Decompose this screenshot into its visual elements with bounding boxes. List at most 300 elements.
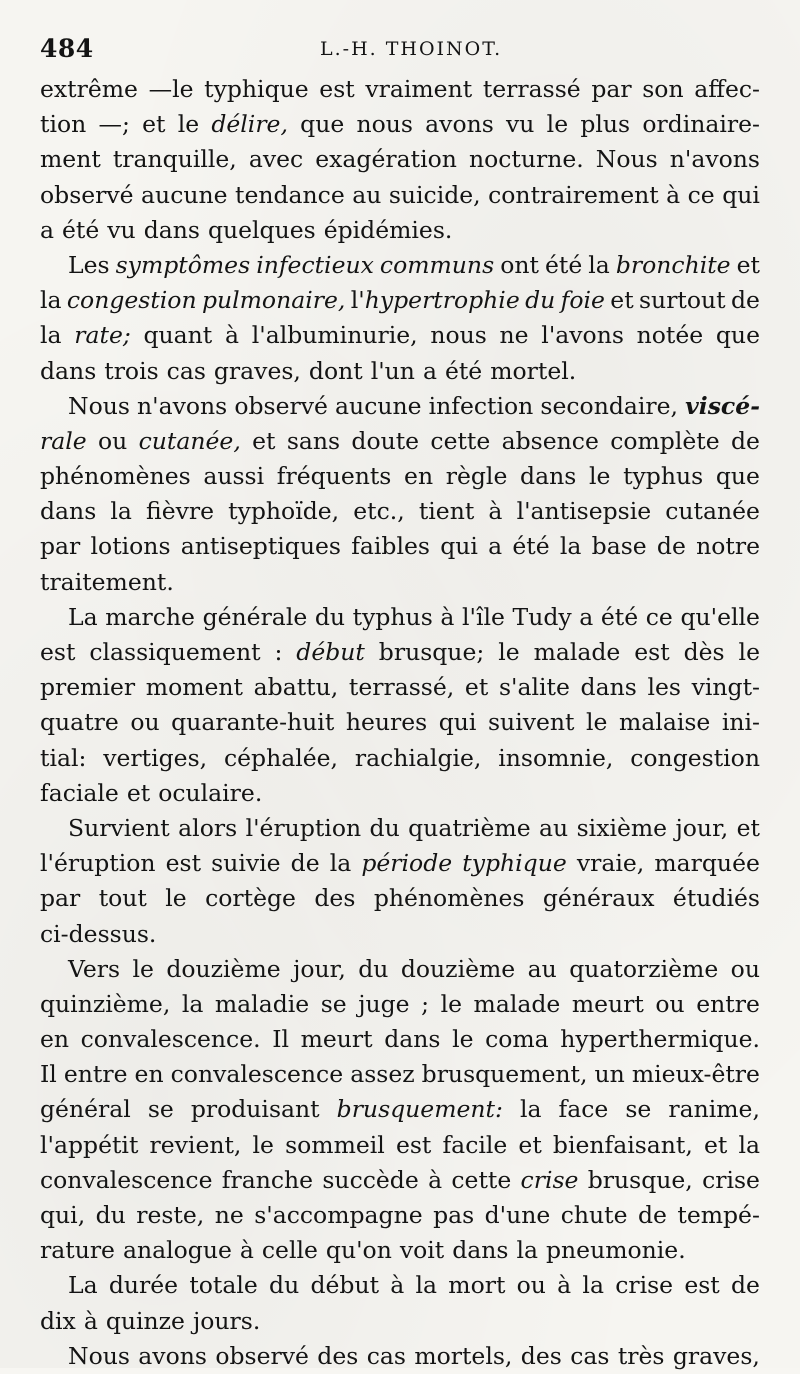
word: abattu, [253,673,339,702]
word: ont [500,250,539,279]
word: de [290,849,320,878]
text-line [40,987,760,1022]
word: fréquents [276,462,392,491]
word: bronchite [615,250,731,279]
text-line [40,459,760,494]
word: infection [428,391,534,420]
word: et [736,813,760,842]
word: la [516,1236,538,1265]
word: exagération [315,145,457,174]
word: typhique [204,75,309,103]
text-line [40,529,760,564]
text-line [40,354,760,389]
word: revient, [149,1130,242,1159]
word: aucune [141,180,228,209]
word: La [68,602,98,631]
word: jours. [192,1306,261,1335]
word: nous [430,321,487,350]
word: ou [655,989,685,1018]
word: cas [166,356,206,385]
body-text [40,72,760,1374]
word: à [83,1306,98,1335]
word: terrassé [482,75,581,103]
word: céphalée, [223,743,339,772]
word: le [440,989,463,1018]
word: rate; [74,321,131,350]
word: doute [351,426,420,455]
word: secondaire, [540,391,679,420]
word: dans [452,1236,509,1265]
word: est [684,1271,720,1300]
word: crise [520,1165,579,1194]
word: brusquement: [336,1095,503,1124]
text-line [40,1128,760,1163]
word: période [361,849,453,878]
word: n'avons [137,391,228,420]
word: vu [107,215,136,244]
word: au [352,180,382,209]
word: ce [645,602,673,631]
text-line [40,424,760,459]
word: la [582,1271,604,1300]
word: au [539,813,569,842]
word: cas [570,1341,610,1370]
word: ; [421,989,430,1018]
word: coma [485,1025,549,1054]
word: totale [189,1271,258,1300]
word: rature [40,1236,115,1265]
running-head [40,34,760,68]
word: l'antisepsie [516,497,652,526]
word: été [62,215,100,244]
text-line [40,565,760,600]
word: hyperthermique. [560,1025,760,1054]
word: —le [148,75,194,103]
word: des [317,1341,359,1370]
word: été [512,532,550,561]
word: ou [130,708,160,737]
word: bienfaisant, [552,1130,693,1159]
word: le [588,462,611,491]
word: sans [286,426,341,455]
word: face [558,1095,609,1124]
word: généraux [542,884,655,913]
word: maladie [214,989,310,1018]
word: la [559,532,582,561]
word: tial: [40,743,87,772]
word: ne [499,321,529,350]
word: par [40,532,81,561]
word: quatorzième [569,954,719,983]
word: nocturne. [468,145,584,174]
word: se [147,1095,174,1124]
word: et [610,286,634,315]
word: La [68,1271,98,1300]
word: complète [610,426,720,455]
word: des [314,884,356,913]
word: qu'on [325,1236,392,1265]
word: Survient [68,813,170,842]
word: et [126,778,151,807]
word: vu [506,110,535,139]
word: ou [516,1271,546,1300]
word: la [738,1130,760,1159]
word: dans [40,497,97,526]
word: cas [366,1341,406,1370]
word: malade [473,989,561,1018]
word: viscé- [685,391,760,420]
word: observé [234,391,328,420]
word: brusque, [587,1165,693,1194]
word: la [519,1095,542,1124]
word: typhoïde, [228,497,340,526]
word: typhus [623,462,704,491]
word: lotions [90,532,171,561]
text-line [40,1163,760,1198]
word: l'un [370,356,415,385]
word: a [488,532,503,561]
word: malade [533,638,621,666]
word: la [40,321,62,350]
word: pulmonaire, [201,286,346,315]
word: d'une [484,1201,551,1229]
word: voit [399,1236,445,1265]
word: vraiment [365,75,473,103]
text-line [40,846,760,881]
word: foie [560,286,605,315]
word: —; [98,110,130,139]
word: meurt [571,989,644,1018]
word: un [594,1060,625,1089]
word: fièvre [146,497,215,526]
word: et [736,250,760,279]
word: l'albuminurie, [251,321,418,350]
text-line [40,318,760,353]
word: affec- [694,75,760,103]
word: se [320,989,347,1018]
word: Nous [68,391,130,420]
text-line [40,881,760,916]
word: par [40,884,81,913]
word: etc., [353,497,405,526]
word: tempé- [677,1201,760,1229]
word: pas [433,1201,475,1229]
word: a [422,356,437,385]
word: été [544,250,583,279]
word: que [715,462,760,491]
word: dans [580,673,637,702]
word: faciale [40,778,119,807]
word: avec [248,145,304,174]
word: congestion [66,286,197,315]
word: tion [40,110,87,139]
text-line [40,1022,760,1057]
word: typhique [462,849,567,878]
word: vingt- [691,673,760,702]
word: antiseptiques [180,532,341,561]
word: Tudy [512,602,572,631]
word: assez [350,1060,415,1089]
word: et [703,1130,728,1159]
word: moment [145,673,243,702]
word: à [440,602,455,631]
text-line [40,389,760,424]
word: extrême [40,75,138,103]
word: graves, [672,1341,760,1370]
word: tranquille, [112,145,237,174]
word: s'alite [498,673,570,702]
word: est [40,638,76,666]
word: dès [683,638,725,666]
word: cette [430,426,491,455]
word: à [224,321,239,350]
word: dans [143,215,200,244]
word: dont [308,356,363,385]
word: cette [451,1165,512,1194]
word: celle [261,1236,318,1265]
word: avons [138,1341,207,1370]
word: cutanée [665,497,760,526]
word: ci-dessus. [40,919,157,948]
text-line [40,178,760,213]
text-line [40,1268,760,1303]
word: entre [696,989,760,1018]
word: et [252,426,276,455]
text-line [40,635,760,670]
word: malaise [619,708,711,737]
text-line [40,107,760,142]
word: classiquement [89,638,261,666]
word: suicide, [388,180,481,209]
text-line [40,776,760,811]
word: en [40,1025,70,1054]
word: et [518,1130,542,1159]
word: à [428,1165,443,1194]
word: les [647,673,681,702]
word: avons [425,110,494,139]
word: que [715,321,760,350]
word: le [452,1025,474,1054]
word: ou [98,426,128,455]
word: ment [40,145,101,174]
word: n'avons [669,145,760,174]
word: qui [440,532,478,561]
word: à [557,1271,572,1300]
word: terrassé, [348,673,455,702]
word: épidémies. [323,215,453,244]
word: la [329,849,352,878]
word: en [134,1060,164,1089]
word: pneumonie. [546,1236,686,1265]
word: observé [40,180,134,209]
word: qui, [40,1201,86,1229]
word: ini- [721,708,760,737]
word: de [730,1271,760,1300]
text-line [40,1233,760,1268]
word: le [132,954,154,983]
word: plus [580,110,631,139]
word: du [525,286,556,315]
word: cortège [205,884,296,913]
word: à [390,1271,405,1300]
text-line [40,494,760,529]
word: Vers [68,954,121,983]
word: à [239,1236,254,1265]
word: tendance [235,180,345,209]
word: le [177,110,200,139]
word: à [488,497,503,526]
word: l'hypertrophie [350,286,520,315]
word: s'accompagne [254,1201,423,1229]
word: douzième [166,954,281,983]
word: quinzième, [40,989,171,1018]
word: convalescence [40,1165,213,1194]
text-line [40,248,760,283]
word: début [310,1271,380,1300]
word: l'éruption [40,849,156,878]
word: franche [221,1165,314,1194]
word: dix [40,1306,76,1335]
word: ou [730,954,760,983]
word: convalescence [170,1060,344,1089]
word: symptômes [115,250,251,279]
word: infectieux [256,250,374,279]
word: qui [722,180,760,209]
word: Les [68,250,110,279]
word: phénomènes [373,884,525,913]
word: délire, [211,110,288,139]
word: et [142,110,166,139]
word: brusquement, [421,1060,588,1089]
word: typhus [352,602,433,631]
word: le [586,708,608,737]
word: de [656,532,686,561]
word: l'avons [541,321,624,350]
word: est [395,1130,432,1159]
word: ne [214,1201,244,1229]
word: facile [442,1130,508,1159]
word: en [404,462,434,491]
word: sommeil [285,1130,385,1159]
word: ranime, [668,1095,760,1124]
word: marquée [654,849,760,878]
word: du [369,813,400,842]
text-line [40,917,760,952]
word: quant [143,321,213,350]
text-line [40,72,760,107]
text-line [40,705,760,740]
word: succède [322,1165,419,1194]
word: entre [63,1060,128,1089]
text-line [40,142,760,177]
word: par [591,75,632,103]
word: : [274,638,283,666]
word: et [464,673,489,702]
word: dans [384,1025,441,1054]
word: ordinaire- [642,110,760,139]
word: étudiés [672,884,760,913]
word: mieux-être [631,1060,760,1089]
word: le [738,638,760,666]
word: convalescence. [80,1025,261,1054]
word: quinze [105,1306,185,1335]
word: faibles [351,532,430,561]
word: est [634,638,670,666]
word: communs [379,250,495,279]
word: vertiges, [103,743,208,772]
word: Nous [68,1341,130,1370]
word: l'appétit [40,1130,139,1159]
word: jour, [675,813,729,842]
word: heures [345,708,428,737]
word: produisant [190,1095,320,1124]
word: rale [40,426,87,455]
word: aussi [203,462,265,491]
word: la [40,286,62,315]
text-line [40,1339,760,1374]
word: crise [615,1271,674,1300]
word: mortel. [490,356,577,385]
word: se [625,1095,652,1124]
word: suivent [488,708,575,737]
word: mort [448,1271,506,1300]
word: contrairement [488,180,659,209]
word: graves, [213,356,301,385]
word: absence [501,426,599,455]
word: douzième [400,954,516,983]
word: brusque; [378,638,485,666]
word: au [527,954,557,983]
text-line [40,1304,760,1339]
word: crise [702,1165,760,1194]
word: Nous [595,145,658,174]
word: règle [445,462,508,491]
word: congestion [630,743,760,772]
word: Il [272,1025,290,1054]
word: suivie [211,849,281,878]
running-title: L.-H. THOINOT. [320,38,503,60]
word: été [444,356,483,385]
word: premier [40,673,136,702]
word: la [110,497,132,526]
word: a [40,215,55,244]
word: à [666,180,681,209]
word: analogue [122,1236,232,1265]
word: quatrième [408,813,531,842]
word: du [95,1201,126,1229]
text-line [40,741,760,776]
word: de [730,286,760,315]
word: notée [636,321,704,350]
text-line [40,670,760,705]
text-line [40,283,760,318]
word: qui [438,708,477,737]
text-line [40,1057,760,1092]
word: juge [358,989,410,1018]
word: marche [105,602,195,631]
word: la [415,1271,438,1300]
text-line [40,600,760,635]
word: du [269,1271,300,1300]
word: traitement. [40,567,174,596]
word: est [319,75,355,103]
word: le [498,638,520,666]
page-number: 484 [40,34,94,63]
word: l'éruption [245,813,362,842]
word: la [588,250,610,279]
word: tient [418,497,475,526]
word: l'île [461,602,505,631]
